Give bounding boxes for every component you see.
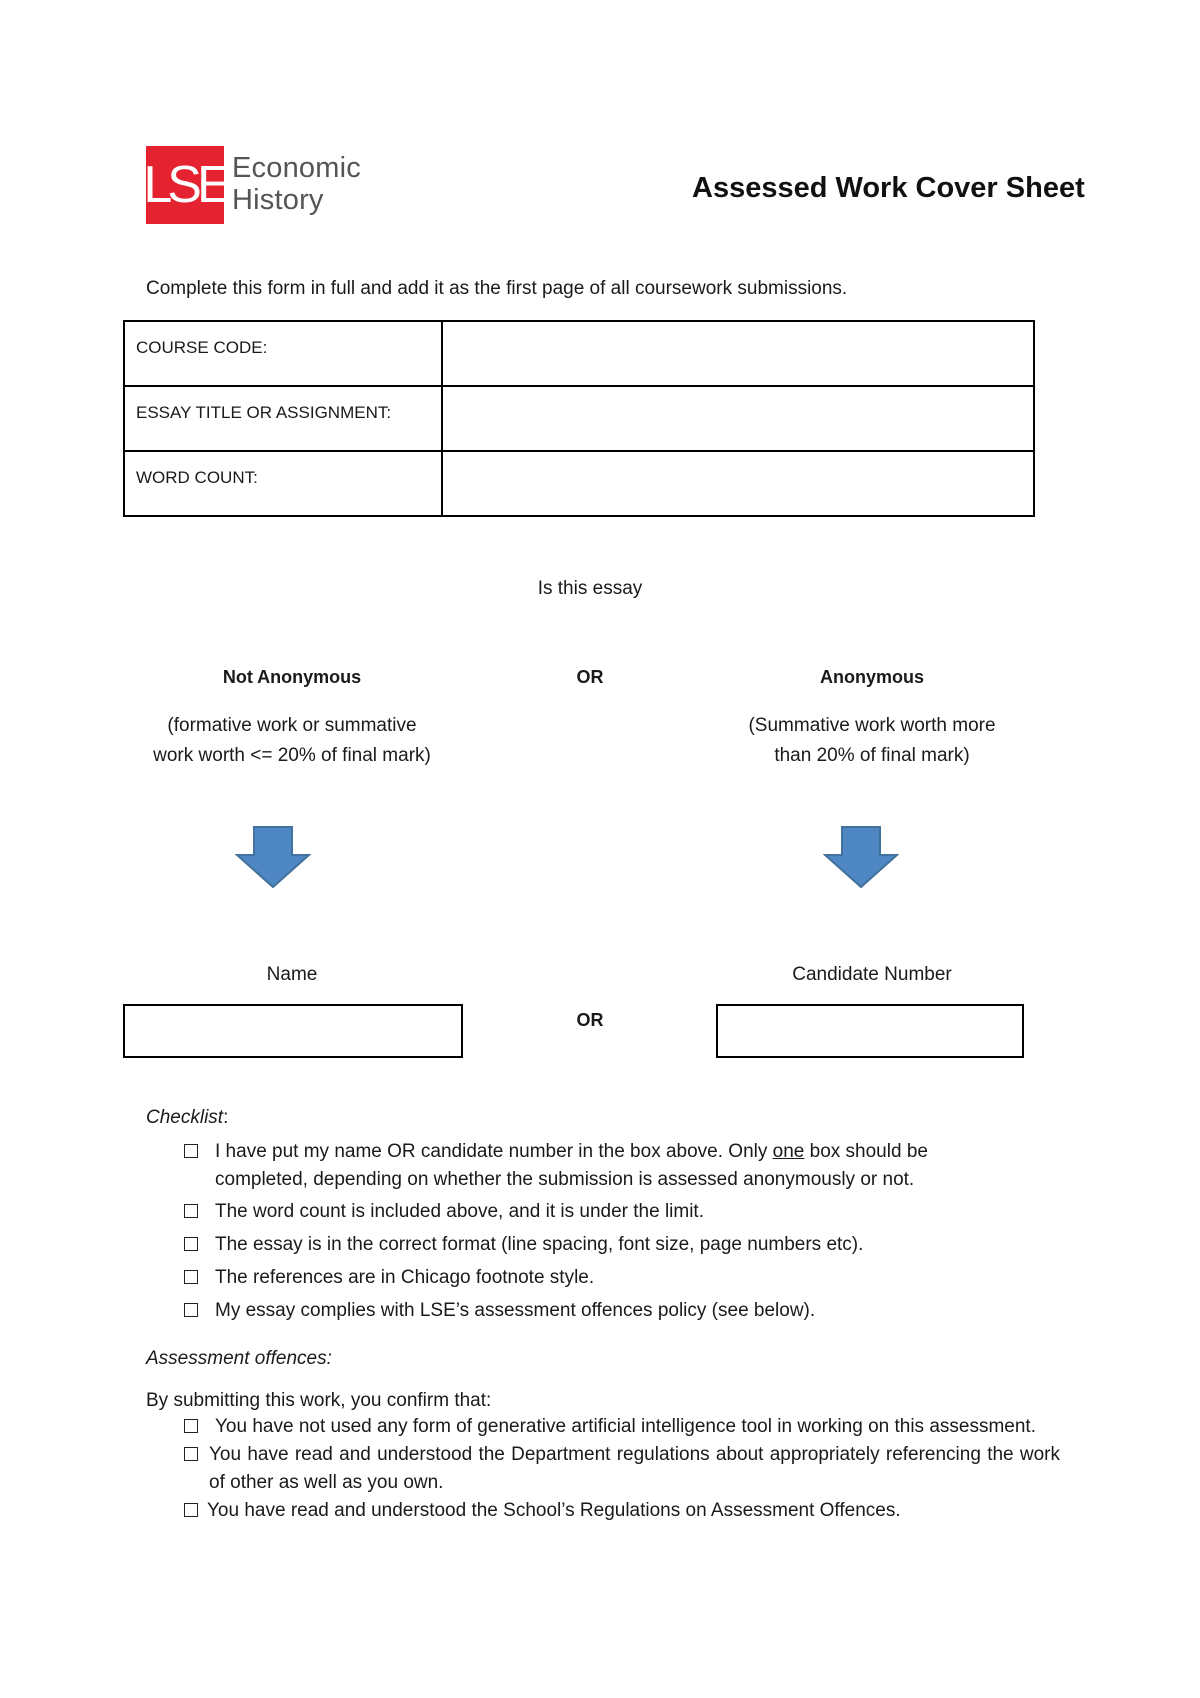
down-arrow-icon [823, 825, 899, 889]
checklist-item-text: The references are in Chicago footnote style. [215, 1267, 595, 1288]
department-name-line1: Economic [232, 152, 361, 184]
item-text-emphasis: one [772, 1141, 805, 1162]
checklist-item [184, 1138, 1064, 1194]
checkbox[interactable] [184, 1303, 198, 1317]
checklist-item-text: My essay complies with LSE’s assessment offences policy (see below). [215, 1300, 816, 1321]
name-field[interactable] [123, 1004, 463, 1058]
offence-item [184, 1441, 1060, 1497]
or-divider: OR [576, 1010, 604, 1030]
checkbox[interactable] [184, 1144, 198, 1158]
candidate-number-field[interactable] [716, 1004, 1024, 1058]
item-text-part: box should be completed, depending on whether the submission is assessed anonymously or not. [215, 1141, 928, 1190]
checkbox[interactable] [184, 1237, 198, 1251]
checklist-item [184, 1231, 1064, 1259]
not-anonymous-desc-line2: work worth <= 20% of final mark) [153, 745, 431, 766]
checklist-item [184, 1264, 1064, 1292]
anonymous-heading: Anonymous [819, 667, 924, 687]
word-count-label: WORD COUNT: [124, 451, 442, 516]
checklist-heading [146, 1107, 228, 1129]
department-name-line2: History [232, 184, 324, 216]
checklist-heading-colon: : [223, 1107, 229, 1128]
checklist-item-text [215, 1138, 985, 1194]
course-code-label: COURSE CODE: [124, 321, 442, 386]
essay-title-label: ESSAY TITLE OR ASSIGNMENT: [124, 386, 442, 451]
checkbox[interactable] [184, 1204, 198, 1218]
offences-intro: By submitting this work, you confirm that: [146, 1390, 492, 1411]
anonymous-desc-line2: than 20% of final mark) [774, 745, 970, 766]
name-label: Name [266, 964, 318, 985]
checklist-item [184, 1297, 1064, 1325]
offence-item [184, 1413, 1060, 1441]
lse-logo: LSE [146, 146, 224, 224]
offences-heading: Assessment offences: [146, 1348, 332, 1369]
table-row [124, 321, 1034, 386]
course-code-field[interactable] [442, 321, 1034, 386]
checklist-item-text: The essay is in the correct format (line spacing, font size, page numbers etc). [215, 1234, 864, 1255]
checklist [184, 1138, 1064, 1325]
offence-item [184, 1497, 1060, 1525]
not-anonymous-desc-line1: (formative work or summative [167, 715, 417, 736]
or-divider: OR [576, 667, 604, 687]
essay-title-field[interactable] [442, 386, 1034, 451]
not-anonymous-description [112, 711, 472, 771]
anonymous-description [692, 711, 1052, 771]
down-arrow-icon [235, 825, 311, 889]
offence-item-text: You have read and understood the Department regulations about appropriately referencing the work of other as well as you own. [209, 1444, 1060, 1493]
offence-item-text: You have not used any form of generative artificial intelligence tool in working on this assessment. [215, 1416, 1036, 1437]
checkbox[interactable] [184, 1503, 198, 1517]
checklist-item-text: The word count is included above, and it is under the limit. [215, 1201, 704, 1222]
word-count-field[interactable] [442, 451, 1034, 516]
info-table [123, 320, 1035, 517]
table-row [124, 386, 1034, 451]
page-title: Assessed Work Cover Sheet [692, 172, 1085, 204]
item-text-part: I have put my name OR candidate number in the box above. Only [215, 1141, 773, 1162]
question-text: Is this essay [537, 578, 643, 599]
candidate-number-label: Candidate Number [792, 964, 952, 985]
checkbox[interactable] [184, 1270, 198, 1284]
table-row [124, 451, 1034, 516]
checklist-item [184, 1198, 1064, 1226]
not-anonymous-heading: Not Anonymous [222, 667, 362, 687]
anonymous-desc-line1: (Summative work worth more [748, 715, 996, 736]
checkbox[interactable] [184, 1419, 198, 1433]
offence-item-text: You have read and understood the School’s Regulations on Assessment Offences. [207, 1500, 901, 1521]
checklist-heading-text: Checklist [146, 1107, 224, 1128]
checkbox[interactable] [184, 1447, 198, 1461]
department-name [232, 152, 361, 216]
intro-text: Complete this form in full and add it as the first page of all coursework submissions. [146, 278, 848, 299]
offences-list [184, 1413, 1060, 1525]
